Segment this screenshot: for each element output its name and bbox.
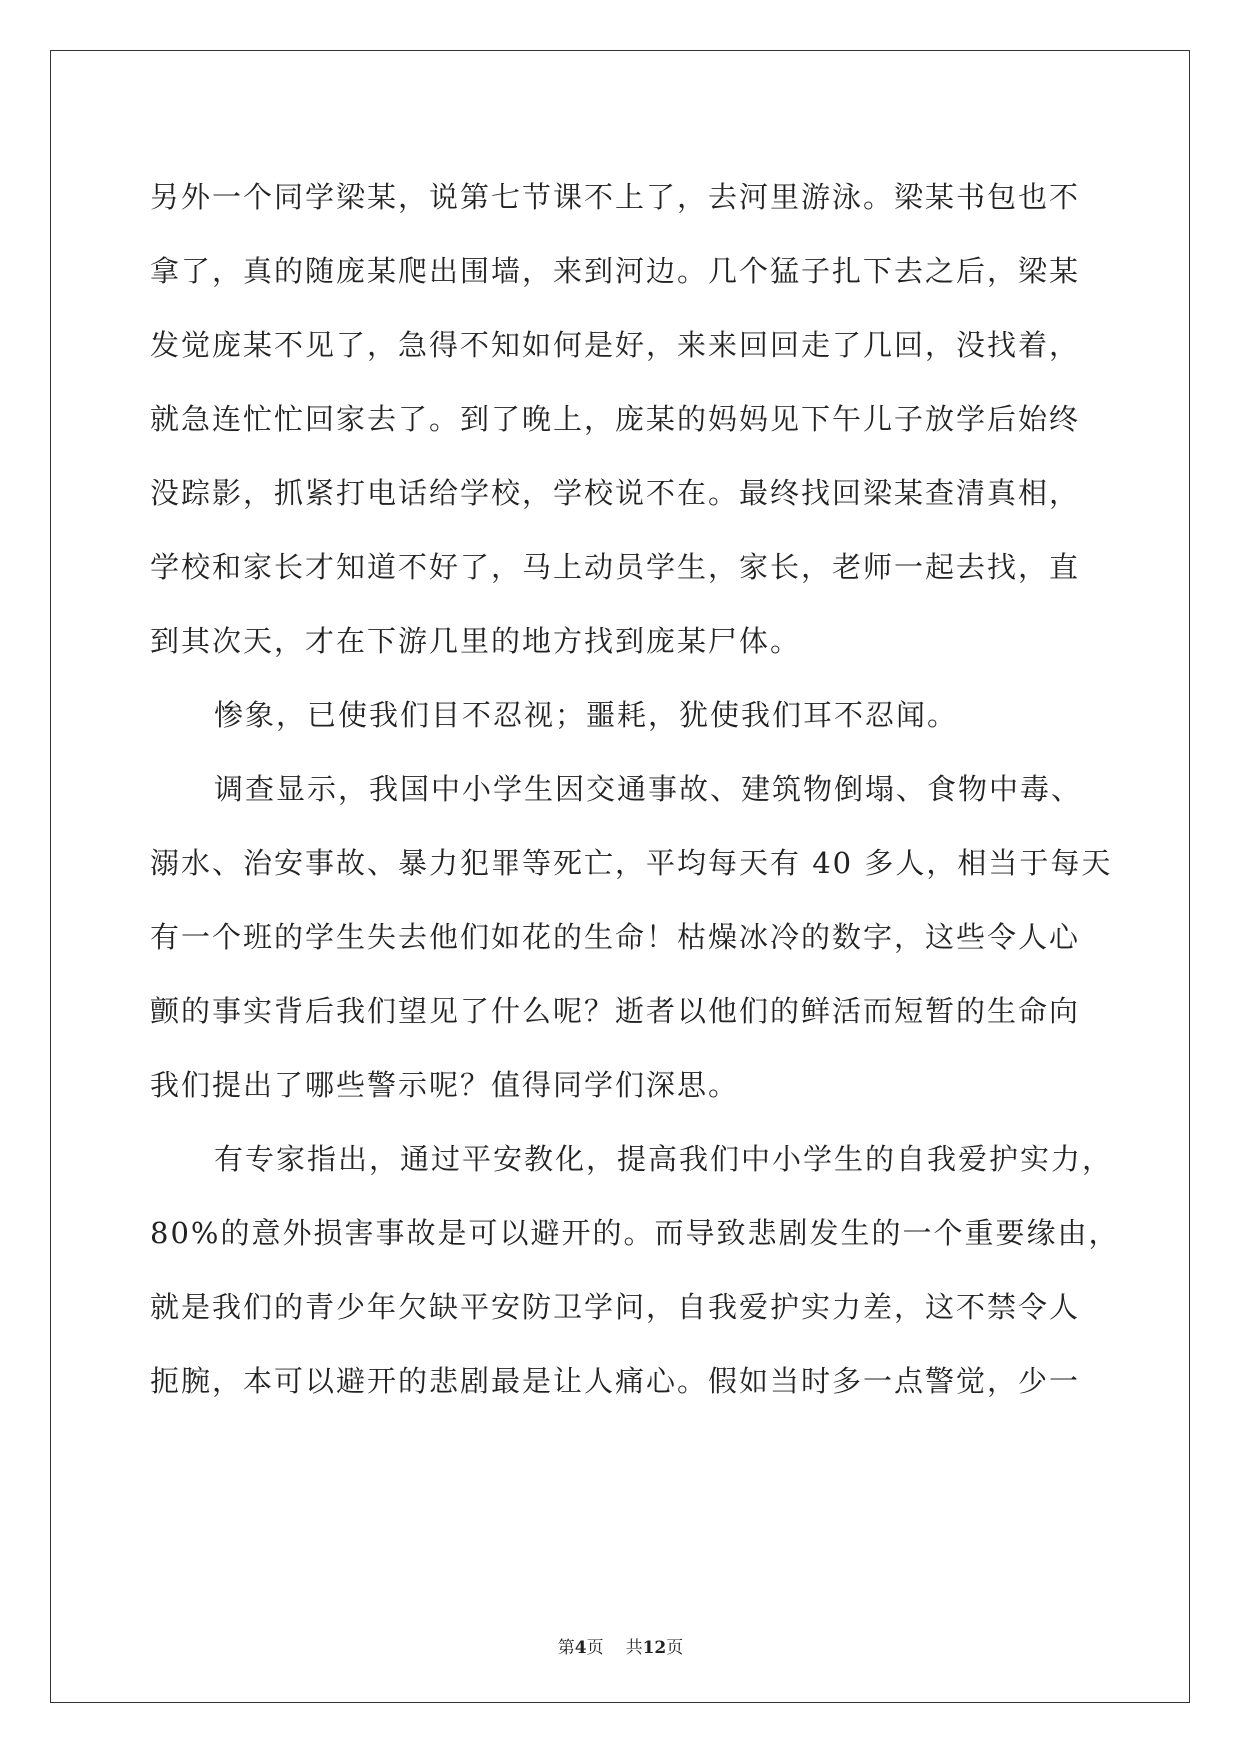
page-number: 4 [574, 1638, 587, 1658]
text-line: 没踪影，抓紧打电话给学校，学校说不在。最终找回梁某查清真相， [150, 476, 1081, 510]
text-line: 有一个班的学生失去他们如花的生命！枯燥冰冷的数字，这些令人心 [150, 920, 1081, 954]
page-prefix: 第 [557, 1638, 575, 1658]
text-line: 学校和家长才知道不好了，马上动员学生，家长，老师一起去找，直 [150, 550, 1081, 584]
text-line: 到其次天，才在下游几里的地方找到庞某尸体。 [150, 624, 802, 658]
text-line: 就是我们的青少年欠缺平安防卫学问，自我爱护实力差，这不禁令人 [150, 1290, 1081, 1324]
text-line: 就急连忙忙回家去了。到了晚上，庞某的妈妈见下午儿子放学后始终 [150, 402, 1081, 436]
page-unit: 页 [586, 1638, 604, 1658]
text-line: 我们提出了哪些警示呢？值得同学们深思。 [150, 1068, 740, 1102]
text-line: 拿了，真的随庞某爬出围墙，来到河边。几个猛子扎下去之后，梁某 [150, 254, 1081, 288]
text-line: 扼腕，本可以避开的悲剧最是让人痛心。假如当时多一点警觉，少一 [150, 1364, 1081, 1398]
document-body [150, 160, 1120, 1418]
paragraph-start-line: 调查显示，我国中小学生因交通事故、建筑物倒塌、食物中毒、 [214, 772, 1083, 806]
text-line: 80%的意外损害事故是可以避开的。而导致悲剧发生的一个重要缘由， [150, 1216, 1120, 1250]
text-line: 另外一个同学梁某，说第七节课不上了，去河里游泳。梁某书包也不 [150, 180, 1081, 214]
paragraph-start-line: 惨象，已使我们目不忍视；噩耗，犹使我们耳不忍闻。 [214, 698, 959, 732]
total-pages: 12 [642, 1638, 667, 1658]
page-footer [0, 1633, 1241, 1658]
text-line: 溺水、治安事故、暴力犯罪等死亡，平均每天有 40 多人，相当于每天 [150, 846, 1113, 880]
total-prefix: 共 [625, 1638, 643, 1658]
total-unit: 页 [666, 1638, 684, 1658]
text-line: 发觉庞某不见了，急得不知如何是好，来来回回走了几回，没找着， [150, 328, 1081, 362]
paragraph-start-line: 有专家指出，通过平安教化，提高我们中小学生的自我爱护实力， [214, 1142, 1114, 1176]
text-line: 颤的事实背后我们望见了什么呢？逝者以他们的鲜活而短暂的生命向 [150, 994, 1081, 1028]
